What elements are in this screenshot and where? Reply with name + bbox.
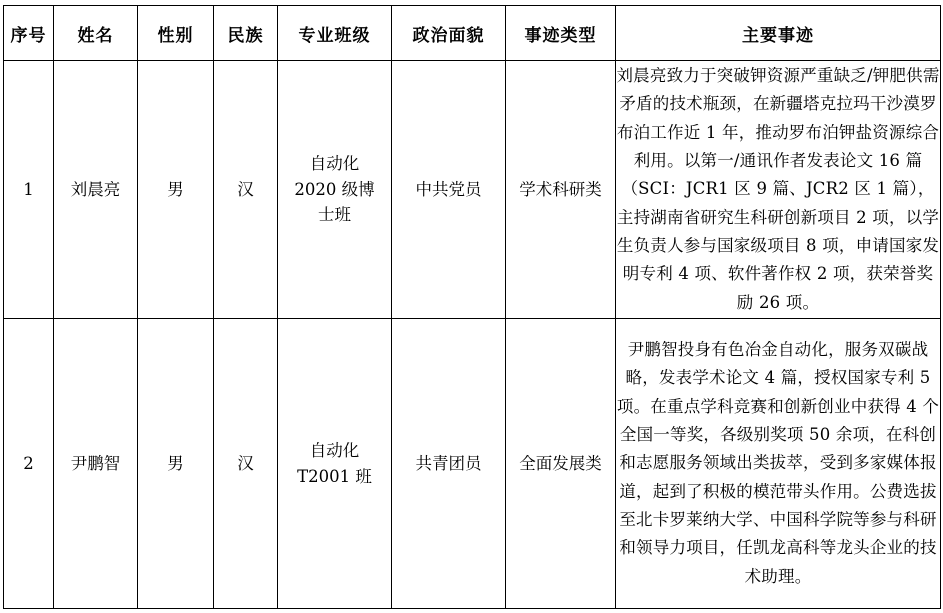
cell-class — [278, 319, 392, 609]
column-header-seq: 序号 — [4, 6, 54, 61]
table-header-row — [4, 6, 941, 61]
cell-political-status: 中共党员 — [392, 61, 506, 319]
cell-name: 尹鹏智 — [54, 319, 138, 609]
cell-class-line: T2001 班 — [297, 466, 372, 486]
cell-ethnicity: 汉 — [214, 61, 278, 319]
cell-class — [278, 61, 392, 319]
honor-roster-table — [3, 5, 941, 609]
cell-main-deeds: 刘晨亮致力于突破钾资源严重缺乏/钾肥供需矛盾的技术瓶颈，在新疆塔克拉玛干沙漠罗布泊工作近 1 年，推动罗布泊钾盐资源综合利用。以第一/通讯作者发表论文 16 篇（SCI：JCR1 区 9 篇、JCR2 区 1 篇），主持湖南省研究生科研创新项目 2 项，以学生负责人参与国家级项目 8 项，申请国家发明专利 4 项、软件著作权 2 项，获荣誉奖励 26 项。 — [616, 61, 941, 319]
column-header-deed-type: 事迹类型 — [506, 6, 616, 61]
cell-main-deeds: 尹鹏智投身有色冶金自动化，服务双碳战略，发表学术论文 4 篇，授权国家专利 5 项。在重点学科竞赛和创新创业中获得 4 个全国一等奖，各级别奖项 50 余项，在科创和志愿服务领域出类拔萃，受到多家媒体报道，起到了积极的模范带头作用。公费选拔至北卡罗莱纳大学、中国科学院等参与科研和领导力项目，任凯龙高科等龙头企业的技术助理。 — [616, 319, 941, 609]
cell-class-line: 自动化 — [309, 154, 360, 174]
column-header-main-deeds: 主要事迹 — [616, 6, 941, 61]
cell-deed-type: 全面发展类 — [506, 319, 616, 609]
column-header-name: 姓名 — [54, 6, 138, 61]
column-header-ethnicity: 民族 — [214, 6, 278, 61]
cell-sex: 男 — [138, 61, 214, 319]
cell-class-line: 士班 — [318, 205, 351, 225]
table-row — [4, 61, 941, 319]
table-row — [4, 319, 941, 609]
cell-ethnicity: 汉 — [214, 319, 278, 609]
table-body — [4, 61, 941, 609]
column-header-class: 专业班级 — [278, 6, 392, 61]
cell-sex: 男 — [138, 319, 214, 609]
cell-deed-type: 学术科研类 — [506, 61, 616, 319]
document-page — [0, 5, 943, 613]
cell-name: 刘晨亮 — [54, 61, 138, 319]
column-header-political-status: 政治面貌 — [392, 6, 506, 61]
cell-class-line: 自动化 — [309, 440, 360, 460]
table-header — [4, 6, 941, 61]
cell-seq: 1 — [4, 61, 54, 319]
column-header-sex: 性别 — [138, 6, 214, 61]
cell-seq: 2 — [4, 319, 54, 609]
cell-class-line: 2020 级博 — [294, 179, 375, 199]
cell-political-status: 共青团员 — [392, 319, 506, 609]
